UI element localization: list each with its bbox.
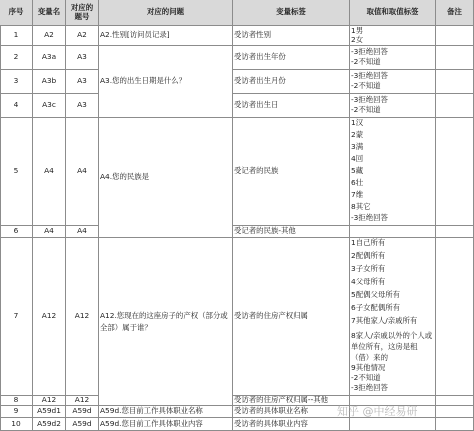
row-var-label: 受访者出生日 [233, 94, 350, 118]
row-note [436, 46, 474, 70]
value-option: 2蒙 [351, 130, 364, 139]
row-note [436, 418, 474, 431]
value-option: -3拒绝回答 [351, 213, 388, 222]
row-question-no: A3 [66, 94, 99, 118]
row-values [350, 406, 436, 418]
header-question: 对应的问题 [99, 0, 233, 26]
row-values [350, 26, 436, 46]
row-var-name: A59d1 [33, 406, 66, 418]
value-option: -3拒绝回答 [351, 383, 388, 392]
row-question-no: A12 [66, 396, 99, 406]
row-question: A12.您现在的这座房子的产权（部分或全部）属于谁？ [99, 238, 233, 406]
value-option: 8其它 [351, 202, 371, 211]
value-option: 3满 [351, 142, 364, 151]
row-values [350, 396, 436, 406]
row-values [350, 418, 436, 431]
row-var-name: A4 [33, 118, 66, 226]
row-var-label: 受记者的民族 [233, 118, 350, 226]
value-option: -3拒绝回答 [351, 71, 388, 80]
row-question: A2.性别[访问员记录] [99, 26, 233, 46]
value-option: 3子女所有 [351, 264, 386, 273]
row-values [350, 70, 436, 94]
row-question-no: A3 [66, 70, 99, 94]
row-var-label: 受访者出生年份 [233, 46, 350, 70]
value-option: 7其他家人/亲戚所有 [351, 316, 418, 325]
row-seq: 2 [0, 46, 33, 70]
row-var-label: 受访者的具体职业内容 [233, 418, 350, 431]
value-option: -2不知道 [351, 373, 381, 382]
row-question: A4.您的民族是 [99, 118, 233, 238]
value-option: 2配偶所有 [351, 251, 386, 260]
row-note [436, 70, 474, 94]
row-question-no: A2 [66, 26, 99, 46]
value-option: 6子女配偶所有 [351, 303, 401, 312]
value-option: 1自己所有 [351, 238, 386, 247]
row-question: A3.您的出生日期是什么？ [99, 46, 233, 118]
header-values: 取值和取值标签 [350, 0, 436, 26]
row-var-name: A3a [33, 46, 66, 70]
row-note [436, 238, 474, 396]
value-option: 1汉 [351, 118, 364, 127]
row-var-name: A12 [33, 238, 66, 396]
value-option: 9其他情况 [351, 363, 386, 372]
value-option: -2不知道 [351, 105, 381, 114]
value-option: 4回 [351, 154, 364, 163]
row-var-name: A59d2 [33, 418, 66, 431]
row-seq: 3 [0, 70, 33, 94]
header-var-name: 变量名 [33, 0, 66, 26]
row-note [436, 26, 474, 46]
header-seq: 序号 [0, 0, 33, 26]
value-option: 2女 [351, 35, 364, 44]
row-seq: 7 [0, 238, 33, 396]
value-option: -3拒绝回答 [351, 95, 388, 104]
value-option: 1男 [351, 26, 364, 35]
row-var-name: A12 [33, 396, 66, 406]
row-values [350, 46, 436, 70]
header-note: 备注 [436, 0, 474, 26]
row-var-label: 受访者的住房产权归属--其他 [233, 396, 350, 406]
row-seq: 5 [0, 118, 33, 226]
row-values [350, 238, 436, 396]
value-option: 5配偶父母所有 [351, 290, 401, 299]
row-note [436, 226, 474, 238]
header-question-no: 对应的题号 [66, 0, 99, 26]
row-var-label: 受访者的具体职业名称 [233, 406, 350, 418]
value-option: 8家人/亲戚以外的个人或单位所有，这房是租（借）来的 [351, 331, 433, 362]
row-var-name: A4 [33, 226, 66, 238]
row-values [350, 226, 436, 238]
row-var-label: 受记者的民族-其他 [233, 226, 350, 238]
watermark-text: 知乎 @中经易研 [337, 405, 418, 418]
value-option: 4父母所有 [351, 277, 386, 286]
row-var-name: A2 [33, 26, 66, 46]
row-question: A59d.您目前工作具体职业内容 [99, 418, 233, 431]
row-var-name: A3b [33, 70, 66, 94]
row-var-name: A3c [33, 94, 66, 118]
row-values [350, 94, 436, 118]
row-question-no: A4 [66, 118, 99, 226]
row-seq: 9 [0, 406, 33, 418]
row-seq: 6 [0, 226, 33, 238]
row-seq: 10 [0, 418, 33, 431]
row-question-no: A59d [66, 406, 99, 418]
row-var-label: 受访者出生月份 [233, 70, 350, 94]
row-question-no: A12 [66, 238, 99, 396]
row-question-no: A3 [66, 46, 99, 70]
row-note [436, 94, 474, 118]
row-var-label: 受访者的住房产权归属 [233, 238, 350, 396]
header-var-label: 变量标签 [233, 0, 350, 26]
value-option: 7维 [351, 190, 364, 199]
row-seq: 4 [0, 94, 33, 118]
row-note [436, 396, 474, 406]
row-var-label: 受访者性别 [233, 26, 350, 46]
row-question-no: A59d [66, 418, 99, 431]
value-option: -2不知道 [351, 57, 381, 66]
value-option: -3拒绝回答 [351, 47, 388, 56]
row-note [436, 406, 474, 418]
value-option: 5藏 [351, 166, 364, 175]
row-question-no: A4 [66, 226, 99, 238]
row-values [350, 118, 436, 226]
row-question: A59d.您目前工作具体职业名称 [99, 406, 233, 418]
value-option: -2不知道 [351, 81, 381, 90]
row-seq: 1 [0, 26, 33, 46]
row-note [436, 118, 474, 226]
row-seq: 8 [0, 396, 33, 406]
value-option: 6壮 [351, 178, 364, 187]
